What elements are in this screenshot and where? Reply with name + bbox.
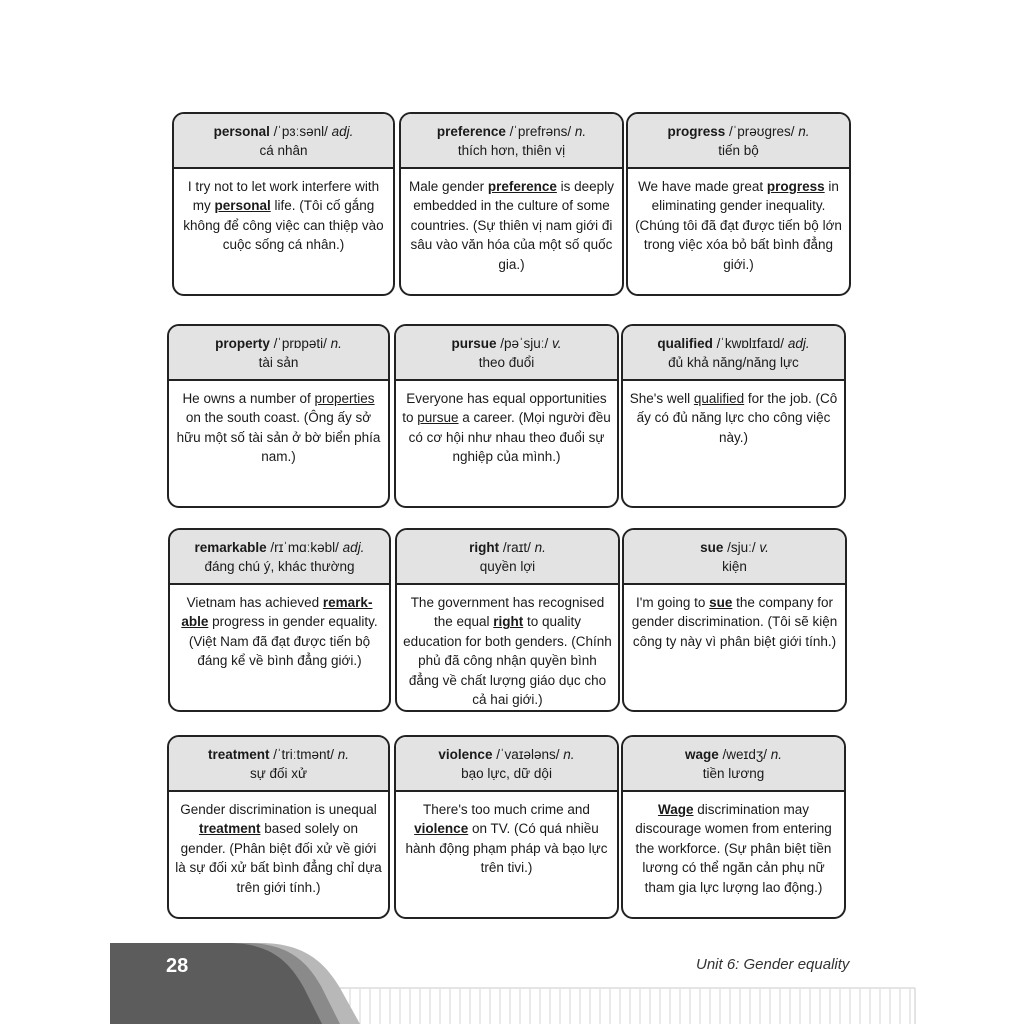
card-header	[624, 530, 845, 585]
card-meaning: tiến bộ	[718, 143, 759, 158]
footer-stripes	[340, 989, 910, 1024]
card-meaning: tiền lương	[702, 766, 765, 781]
card-word: violence	[438, 747, 493, 762]
card-ipa: /ˈpɜːsənl/	[269, 124, 332, 139]
card-pos: n.	[563, 747, 575, 762]
highlighted-word: progress	[766, 179, 825, 194]
card-header	[169, 737, 388, 792]
card-pos: adj.	[331, 124, 354, 139]
card-meaning: theo đuổi	[478, 355, 535, 370]
card-word: wage	[685, 747, 719, 762]
card-header	[174, 114, 393, 169]
card-example: Everyone has equal opportunities to pursue a career. (Mọi người đều có cơ hội như nhau theo đuổi sự nghiệp của mình.)	[402, 391, 611, 465]
card-pos: n.	[798, 124, 810, 139]
card-ipa: /ˈprəʊgres/	[725, 124, 799, 139]
unit-title: Unit 6: Gender equality	[696, 956, 850, 973]
highlighted-word: violence	[414, 821, 469, 837]
card-header	[623, 737, 844, 792]
card-example: Gender discrimination is unequal treatment based solely on gender. (Phân biệt đối xử về giới là sự đối xử bất bình đẳng chỉ dựa trên giới tính.)	[175, 802, 382, 895]
card-ipa: /ˈtriːtmənt/	[269, 747, 338, 762]
card-meaning: đáng chú ý, khác thường	[204, 559, 355, 574]
vocab-card-pursue	[394, 324, 619, 508]
card-ipa: /raɪt/	[499, 540, 535, 555]
card-example: Vietnam has achieved remark-able progress in gender equality. (Việt Nam đã đạt được tiến bộ đáng kể về bình đẳng giới.)	[181, 595, 378, 669]
card-example: He owns a number of properties on the south coast. (Ông ấy sở hữu một số tài sản ở bờ biển phía nam.)	[176, 391, 381, 465]
card-word: sue	[700, 540, 724, 555]
card-header	[401, 114, 622, 169]
vocab-card-preference	[399, 112, 624, 296]
card-pos: adj.	[342, 540, 365, 555]
card-word: pursue	[451, 336, 497, 351]
card-meaning: bạo lực, dữ dội	[461, 766, 552, 781]
highlighted-word: treatment	[198, 821, 261, 837]
card-ipa: /ˈkwɒlɪfaɪd/	[712, 336, 788, 351]
vocab-card-violence	[394, 735, 619, 919]
card-example: There's too much crime and violence on TV. (Có quá nhiều hành động phạm pháp và bạo lực trên tivi.)	[405, 802, 608, 876]
card-example: Male gender preference is deeply embedded in the culture of some countries. (Sự thiên vị nam giới đi sâu vào văn hóa của một số quốc gia.)	[409, 179, 614, 272]
card-word: remarkable	[194, 540, 267, 555]
vocab-card-property	[167, 324, 390, 508]
vocab-card-right	[395, 528, 620, 712]
highlighted-word: properties	[314, 391, 375, 406]
card-example: I try not to let work interfere with my personal life. (Tôi cố gắng không để công việc can thiệp vào cuộc sống cá nhân.)	[183, 179, 384, 253]
vocab-card-progress	[626, 112, 851, 296]
card-example: Wage discrimination may discourage women from entering the workforce. (Sự phân biệt tiền lương có thể ngăn cản phụ nữ tham gia lực lượng lao động.)	[635, 802, 832, 895]
card-ipa: /weɪdʒ/	[718, 747, 771, 762]
card-header	[169, 326, 388, 381]
page-number: 28	[166, 955, 189, 977]
vocab-card-wage	[621, 735, 846, 919]
card-ipa: /ˈprefrəns/	[505, 124, 575, 139]
highlighted-word: right	[493, 614, 524, 630]
card-word: right	[469, 540, 500, 555]
card-pos: n.	[770, 747, 782, 762]
highlighted-word: remark-able	[181, 595, 373, 630]
card-word: progress	[667, 124, 726, 139]
vocab-card-sue	[622, 528, 847, 712]
highlighted-word: Wage	[657, 802, 694, 817]
card-word: personal	[213, 124, 270, 139]
card-meaning: tài sản	[258, 355, 299, 370]
card-ipa: /ˈprɒpəti/	[269, 336, 331, 351]
highlighted-word: sue	[709, 595, 733, 610]
card-pos: v.	[759, 540, 769, 555]
card-word: treatment	[207, 747, 270, 762]
card-example: I'm going to sue the company for gender discrimination. (Tôi sẽ kiện công ty này vì phân biệt giới tính.)	[631, 595, 838, 649]
card-ipa: /ˈvaɪələns/	[492, 747, 564, 762]
card-pos: v.	[552, 336, 562, 351]
card-meaning: cá nhân	[259, 143, 308, 158]
card-pos: n.	[574, 124, 587, 139]
card-meaning: sự đối xử	[249, 766, 308, 781]
highlighted-word: personal	[214, 198, 271, 214]
highlighted-word: preference	[487, 179, 557, 194]
card-meaning: đủ khả năng/năng lực	[668, 355, 799, 370]
vocab-card-qualified	[621, 324, 846, 508]
card-header	[170, 530, 389, 585]
card-example: She's well qualified for the job. (Cô ấy có đủ năng lực cho công việc này.)	[629, 391, 838, 445]
card-header	[396, 737, 617, 792]
card-example: The government has recognised the equal right to quality education for both genders. (Chính phủ đã công nhận quyền bình đẳng về chất lượng giáo dục cho cả hai giới.)	[403, 595, 612, 708]
card-meaning: quyền lợi	[479, 559, 536, 574]
highlighted-word: pursue	[417, 410, 459, 426]
card-pos: n.	[337, 747, 350, 762]
card-ipa: /pəˈsjuː/	[496, 336, 553, 351]
vocab-card-remarkable	[168, 528, 391, 712]
card-meaning: kiện	[722, 559, 747, 574]
card-word: property	[215, 336, 270, 351]
card-header	[628, 114, 849, 169]
vocab-card-treatment	[167, 735, 390, 919]
card-header	[623, 326, 844, 381]
highlighted-word: qualified	[693, 391, 745, 406]
card-ipa: /sjuː/	[723, 540, 760, 555]
card-word: qualified	[657, 336, 713, 351]
card-pos: n.	[330, 336, 342, 351]
card-meaning: thích hơn, thiên vị	[457, 143, 566, 158]
card-header	[397, 530, 618, 585]
card-word: preference	[436, 124, 506, 139]
vocab-card-personal	[172, 112, 395, 296]
card-ipa: /rɪˈmɑːkəbl/	[266, 540, 343, 555]
card-pos: n.	[534, 540, 546, 555]
card-pos: adj.	[787, 336, 810, 351]
card-header	[396, 326, 617, 381]
card-example: We have made great progress in eliminating gender inequality. (Chúng tôi đã đạt được tiến bộ lớn trong việc xóa bỏ bất bình đẳng giới.)	[635, 179, 842, 272]
